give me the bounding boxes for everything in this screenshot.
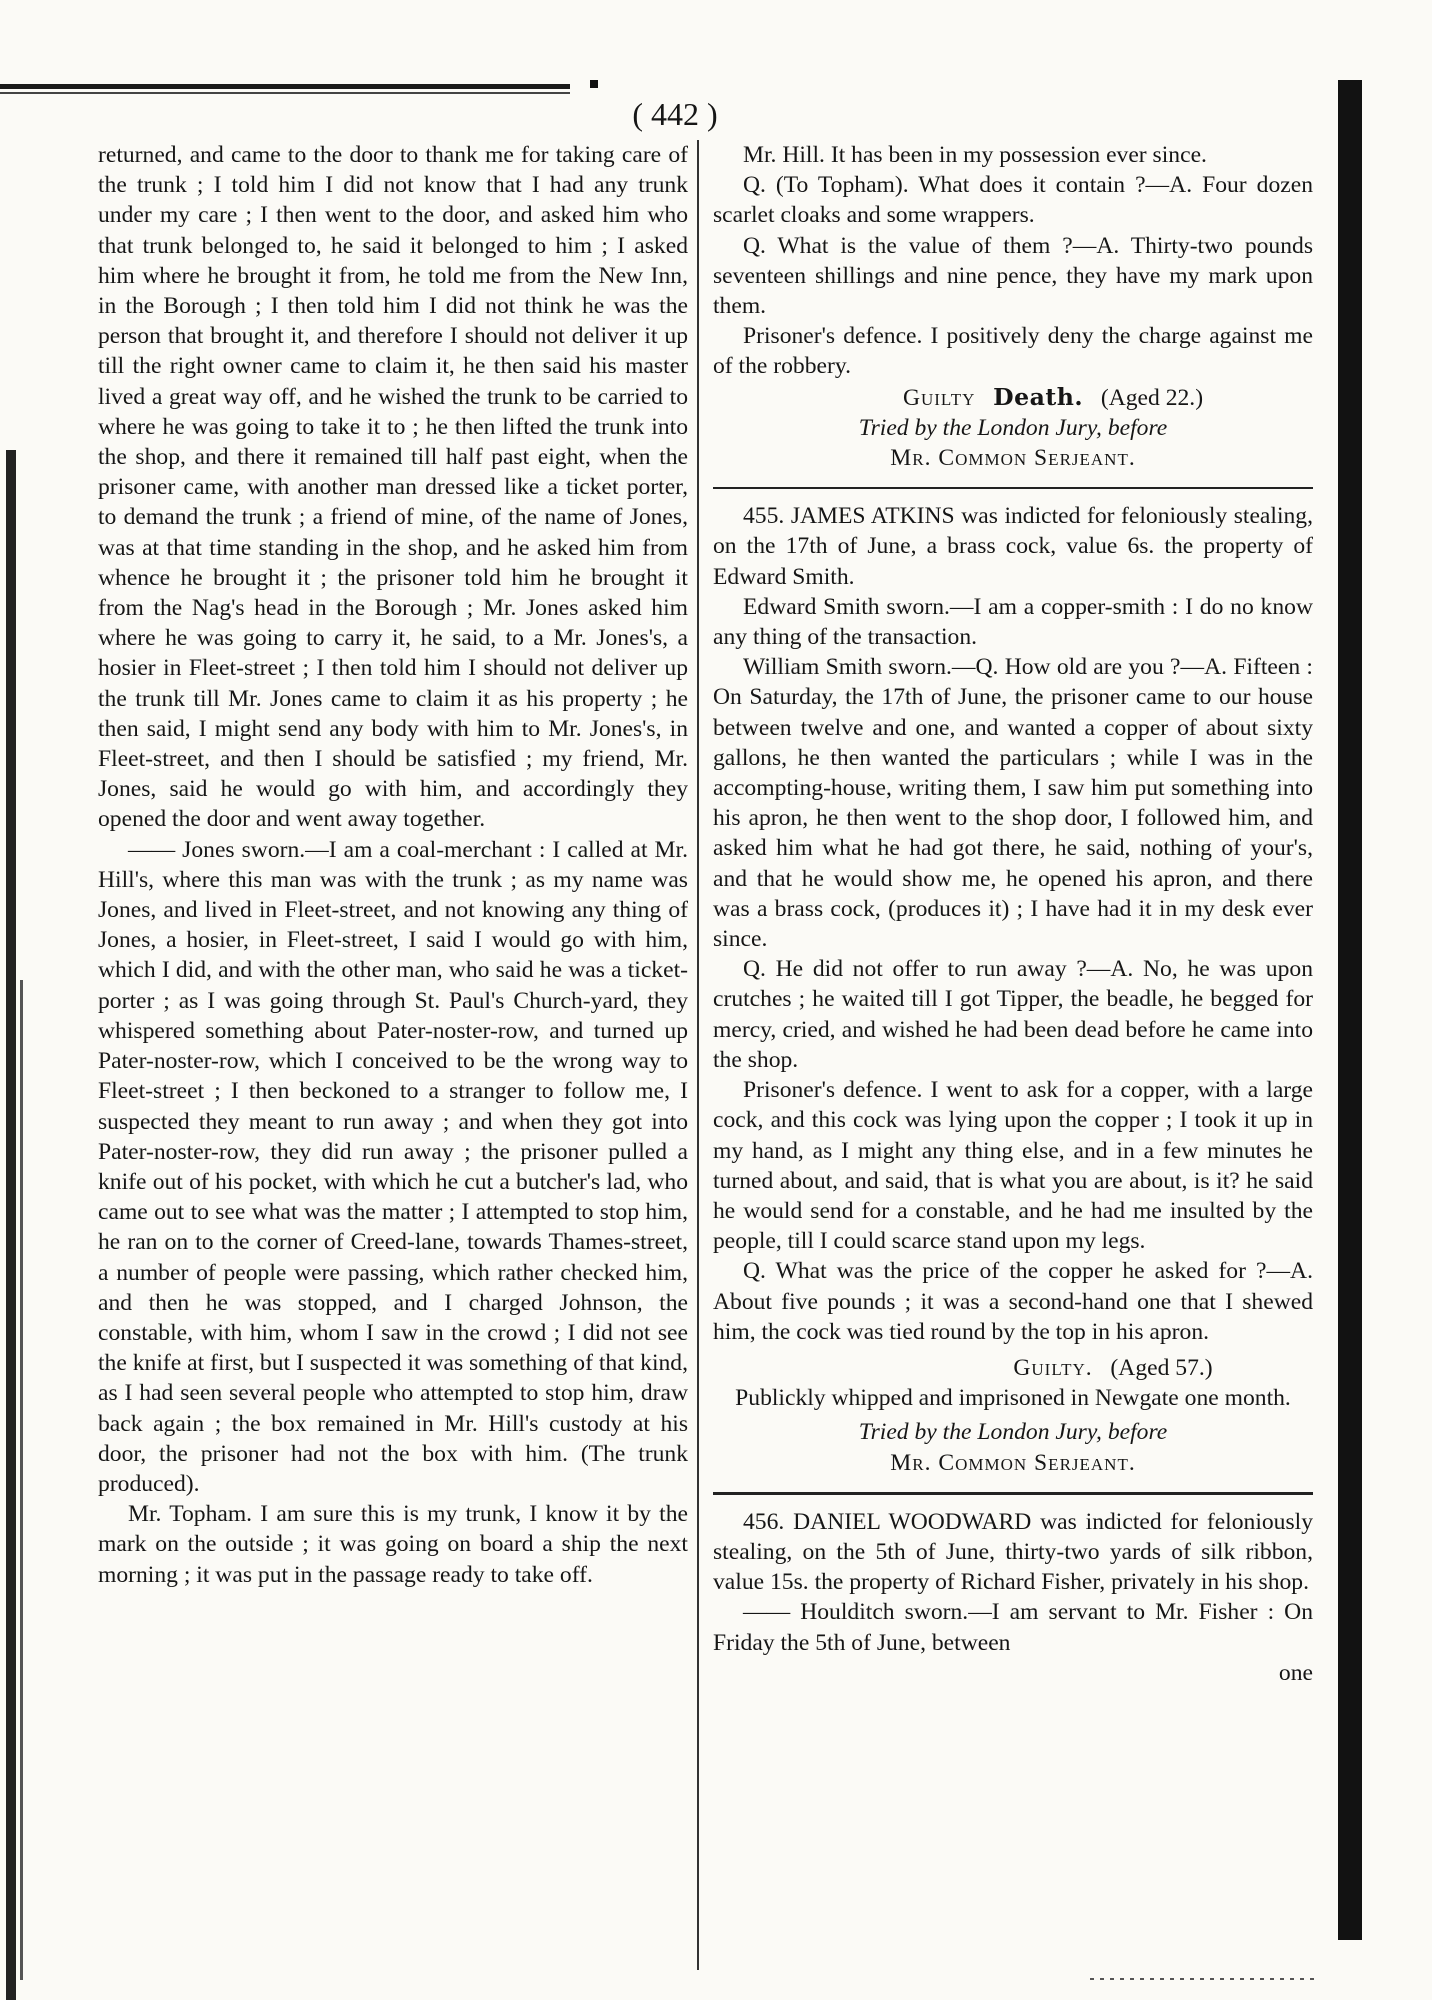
verdict-1 [713,382,1313,413]
section-rule-2 [713,1492,1313,1495]
paragraph-topham-testimony: Mr. Topham. I am sure this is my trunk, I know it by the mark on the outside ; it was going on board a ship the next morning ; it was put in the passage ready to take off. [98,1501,688,1588]
paragraph-crutches: Q. He did not offer to run away ?—A. No, he was upon crutches ; he waited till I got Tipper, the beadle, he begged for mercy, cried, and wished he had been dead before he came into the shop. [713,956,1313,1073]
judge-2: Mr. Common Serjeant. [890,1449,1136,1476]
scan-artifact-left-edge-thin [20,980,23,1980]
tried-by-1: Tried by the London Jury, before [858,414,1168,441]
scan-artifact-left-edge [6,450,16,2000]
tried-by-2: Tried by the London Jury, before [858,1419,1168,1446]
paragraph-copper-price: Q. What was the price of the copper he asked for ?—A. About five pounds ; it was a second-hand one that I shewed him, the cock was tied round by the top in his apron. [713,1258,1313,1345]
paragraph-contents: Q. (To Topham). What does it contain ?—A. Four dozen scarlet cloaks and some wrappers. [713,172,1313,229]
judge-1: Mr. Common Serjeant. [890,445,1136,472]
verdict-age-2: (Aged 57.) [1110,1354,1213,1381]
right-column [713,140,1313,1688]
page-number: ( 442 ) [632,96,718,132]
scan-artifact-bottom-specks [1090,1978,1320,1980]
sentence-2: Publickly whipped and imprisoned in Newgate one month. [735,1385,1291,1412]
paragraph-defence-1: Prisoner's defence. I positively deny the charge against me of the robbery. [713,323,1313,380]
left-column [98,140,688,1590]
scan-artifact-top-rule [0,84,570,89]
verdict-guilty-1: Guilty [902,384,976,411]
paragraph-edward-smith: Edward Smith sworn.—I am a copper-smith : I do no know any thing of the transaction. [713,593,1313,651]
column-divider [697,140,699,1970]
scan-artifact-dot [590,80,598,88]
paragraph-case-455-indictment: 455. JAMES ATKINS was indicted for feloniously stealing, on the 17th of June, a brass cock, value 6s. the property of Edward Smith. [713,503,1313,590]
paragraph-houlditch: —— Houlditch sworn.—I am servant to Mr. Fisher : On Friday the 5th of June, between [713,1599,1313,1656]
paragraph-jones-testimony: —— Jones sworn.—I am a coal-merchant : I called at Mr. Hill's, where this man was with the trunk ; as my name was Jones, and lived in Fleet-street, and not knowing any thing of Jones, a hosier, in Fleet-street, I said I would go with him, which I did, and with the other man, who said he was a ticket-porter ; as I was going through St. Paul's Church-yard, they whispered something about Pater-noster-row, and turned up Pater-noster-row, which I conceived to be the wrong way to Fleet-street ; I then beckoned to a stranger to follow me, I suspected they meant to run away ; and when they got into Pater-noster-row, they did run away ; the prisoner pulled a knife out of his pocket, with which he cut a butcher's lad, who came out to see what was the matter ; I attempted to stop him, he ran on to the corner of Creed-lane, towards Thames-street, a number of people were passing, which rather checked him, and then he was stopped, and I charged Johnson, the constable, with him, whom I saw in the crowd ; I did not see the knife at first, but I suspected it was something of that kind, as I had seen several people who attempted to stop him, draw back again ; the box remained in Mr. Hill's custody at his door, the prisoner had not the box with him. (The trunk produced). [98,836,688,1497]
verdict-guilty-2: Guilty. [1013,1354,1093,1381]
paragraph-hill-possession: Mr. Hill. It has been in my possession ever since. [743,142,1207,168]
paragraph-hill-testimony: returned, and came to the door to thank me for taking care of the trunk ; I told him I did not know that I had any trunk under my care ; I then went to the door, and asked him who that trunk belonged to, he said it belonged to him ; I asked him where he brought it from, he told me from the New Inn, in the Borough ; I then told him I did not think he was the person that brought it, and therefore I should not deliver it up till the right owner came to claim it, he then said his master lived a great way off, and he wished the trunk to be carried to where he was going to take it to ; he then lifted the trunk into the shop, and there it remained till half past eight, when the prisoner came, with another man dressed like a ticket porter, to demand the trunk ; a friend of mine, of the name of Jones, was at that time standing in the shop, and he asked him from whence he brought it ; the prisoner told him he brought it from the Nag's head in the Borough ; Mr. Jones asked him where he was going to carry it, he said, to a Mr. Jones's, a hosier in Fleet-street ; I then told him I should not deliver up the trunk till Mr. Jones came to claim it as his property ; he then said, I might send any body with him to Mr. Jones's, in Fleet-street, and then I should be satisfied ; my friend, Mr. Jones, said he would go with him, and accordingly they opened the door and went away together. [98,142,688,833]
scan-artifact-right-edge [1338,80,1362,1940]
verdict-2 [713,1353,1313,1383]
paragraph-william-smith: William Smith sworn.—Q. How old are you ?—A. Fifteen : On Saturday, the 17th of June, the prisoner came to our house between twelve and one, and wanted a copper of about sixty gallons, he then wanted the particulars ; while I was in the accompting-house, writing them, I saw him put something into his apron, he then went to the shop door, I followed him, and asked him what he had got there, he said, nothing of your's, and that he would show me, he opened his apron, and there was a brass cock, (produces it) ; I have had it in my desk ever since. [713,654,1313,953]
section-rule-1 [713,487,1313,489]
scan-artifact-top-rule-thin [0,92,570,94]
paragraph-value: Q. What is the value of them ?—A. Thirty-two pounds seventeen shillings and nine pence, they have my mark upon them. [713,232,1313,320]
verdict-sentence-1: Death. [993,382,1084,411]
paragraph-defence-2: Prisoner's defence. I went to ask for a copper, with a large cock, and this cock was lying upon the copper ; I took it up in my hand, as I might any thing else, and in a few minutes he turned about, and said, that is what you are about, is it? he said he would send for a constable, and he had me insulted by the people, till I could scarce stand upon my legs. [713,1077,1313,1255]
verdict-age-1: (Aged 22.) [1100,384,1204,411]
paragraph-case-456-indictment: 456. DANIEL WOODWARD was indicted for feloniously stealing, on the 5th of June, thirty-two yards of silk ribbon, value 15s. the property of Richard Fisher, privately in his shop. [713,1508,1313,1596]
catchword: one [1278,1659,1313,1686]
